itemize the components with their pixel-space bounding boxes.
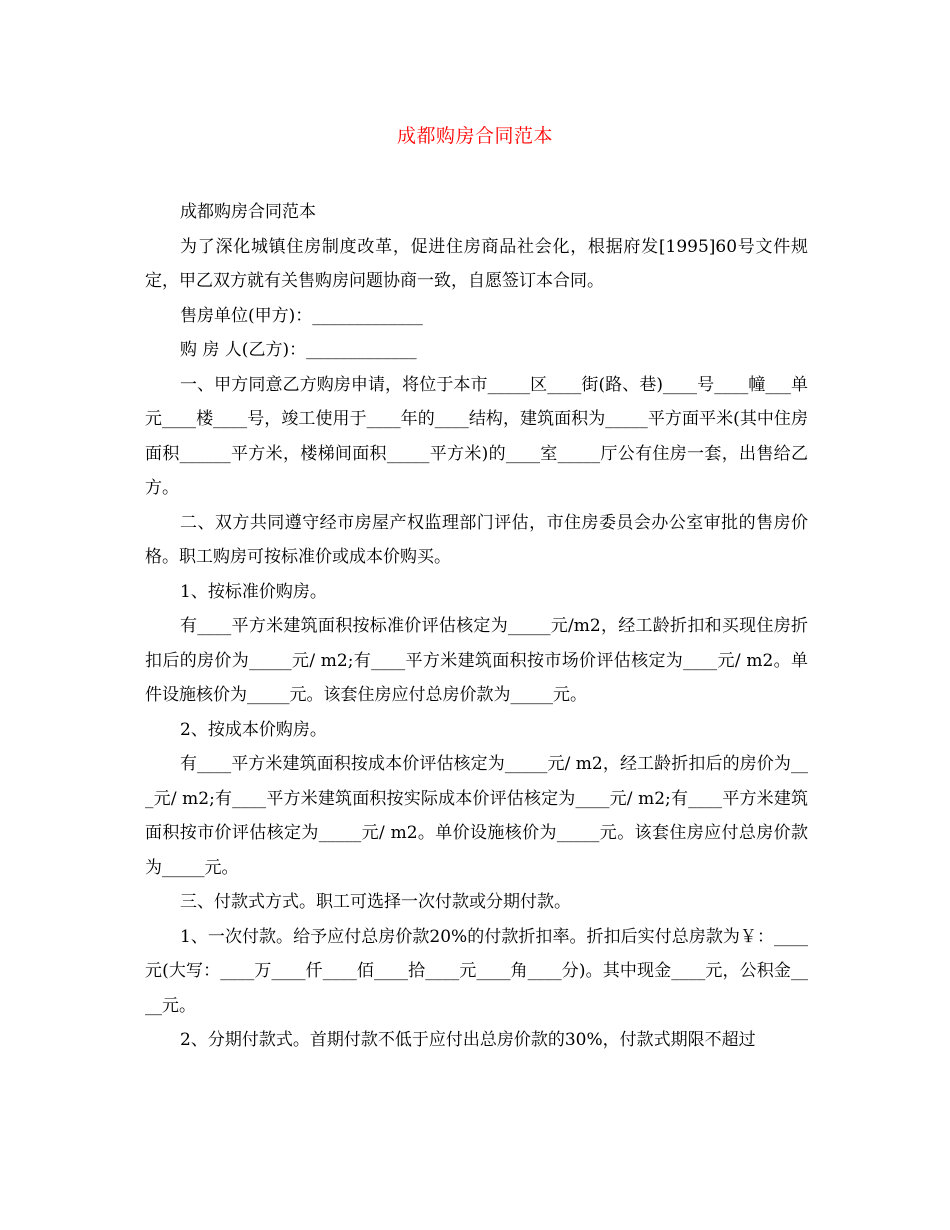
paragraph-cost-price: 有____平方米建筑面积按成本价评估核定为_____元/ m2，经工龄折扣后的房价为___元/ m2;有____平方米建筑面积按实际成本价评估核定为____元/ m2;有____平方米建筑面积按市价评估核定为_____元/ m2。单价设施核价为_____元。该套住房应付总房价款为_____元。 bbox=[145, 754, 808, 878]
paragraph-standard-price: 有____平方米建筑面积按标准价评估核定为_____元/m2，经工龄折扣和买现住房折扣后的房价为_____元/ m2;有____平方米建筑面积按市场价评估核定为____元/ m2。单件设施核价为_____元。该套住房应付总房价款为_____元。 bbox=[145, 616, 808, 705]
paragraph-buyer: 购 房 人(乙方)：_____________ bbox=[180, 340, 417, 360]
document-body bbox=[145, 195, 808, 1058]
paragraph-standard-price-heading: 1、按标准价购房。 bbox=[180, 581, 327, 602]
paragraph-clause-1: 一、甲方同意乙方购房申请，将位于本市_____区____街(路、巷)____号____幢___单元____楼____号，竣工使用于____年的____结构，建筑面积为_____平方面平米(其中住房面积______平方米，楼梯间面积_____平方米)的____室_____厅公有住房一套，出售给乙方。 bbox=[145, 374, 808, 498]
paragraph-cost-price-heading: 2、按成本价购房。 bbox=[180, 719, 327, 740]
paragraph-installment: 2、分期付款式。首期付款不低于应付出总房价款的30%，付款式期限不超过 bbox=[180, 1030, 756, 1050]
paragraph-clause-3: 三、付款式方式。职工可选择一次付款或分期付款。 bbox=[180, 892, 571, 912]
paragraph-preamble: 为了深化城镇住房制度改革，促进住房商品社会化，根据府发[1995]60号文件规定，甲乙双方就有关售购房问题协商一致，自愿签订本合同。 bbox=[145, 236, 808, 291]
paragraph-lump-sum: 1、一次付款。给予应付总房价款20%的付款折扣率。折扣后实付总房款为￥：____元(大写：____万____仟____佰____拾____元____角____分)。其中现金____元，公积金____元。 bbox=[145, 926, 808, 1016]
paragraph-seller: 售房单位(甲方)：_____________ bbox=[180, 305, 423, 326]
document-title: 成都购房合同范本 bbox=[396, 125, 553, 147]
paragraph-clause-2: 二、双方共同遵守经市房屋产权监理部门评估，市住房委员会办公室审批的售房价格。职工购房可按标准价或成本价购买。 bbox=[145, 512, 808, 567]
paragraph-heading: 成都购房合同范本 bbox=[180, 202, 316, 222]
